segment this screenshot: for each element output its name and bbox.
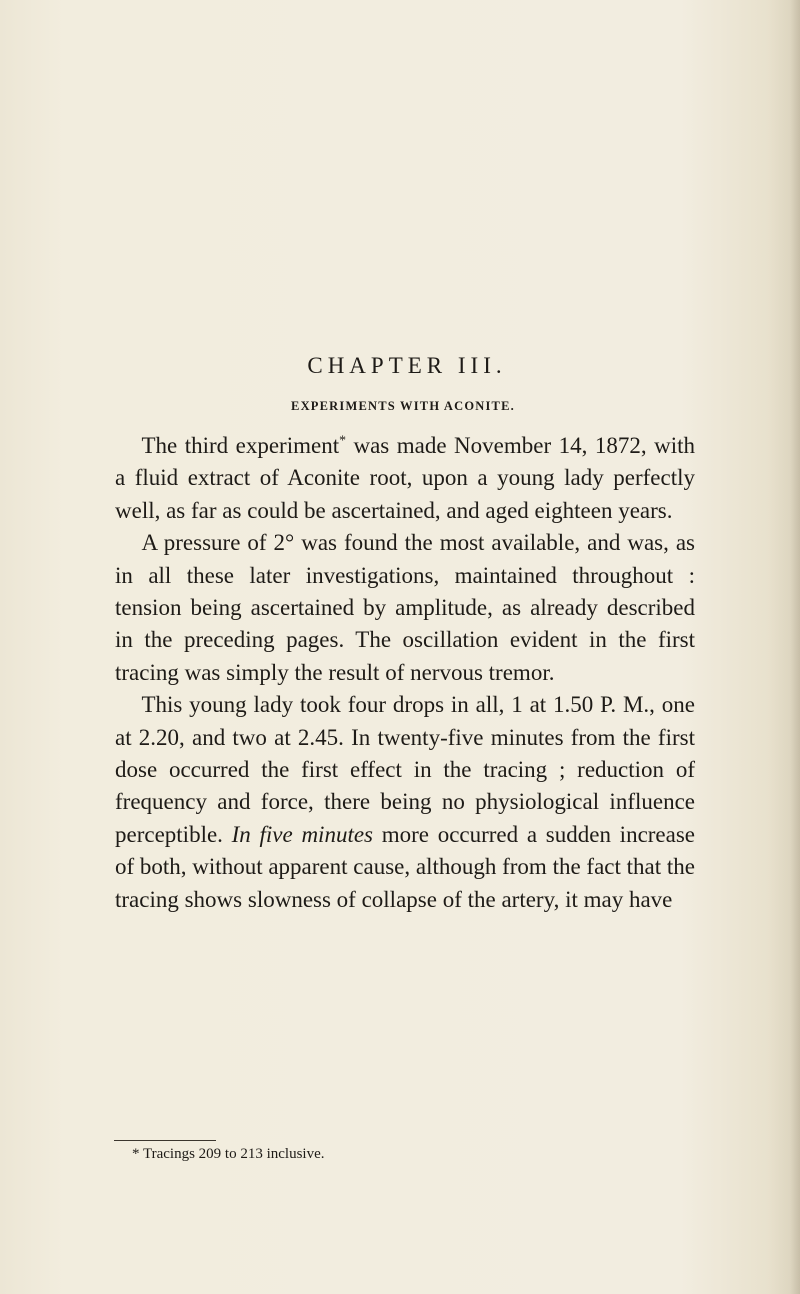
paragraph-3-start: This young lady took four drops in all, 1 at 1.50 P. M., one at 2.20, and two at 2.45. In twenty-five minutes from the first dose occurred the first effect in the tracing ; reduction of frequency and force, there being no physiological influence perceptible.	[115, 692, 695, 847]
paragraph-1-start: The third experiment	[141, 433, 340, 458]
footnote-rule	[114, 1140, 216, 1141]
footnote: * Tracings 209 to 213 inclusive.	[132, 1146, 325, 1162]
chapter-heading: CHAPTER III.	[307, 353, 507, 378]
footnote-marker: *	[339, 432, 346, 448]
body-text	[115, 430, 695, 916]
section-heading: EXPERIMENTS WITH ACONITE.	[291, 399, 515, 413]
paragraph-3-rest: more occurred a sudden increase of both, without apparent cause, although from the fact that the tracing shows slowness of collapse of the artery, it may have	[115, 821, 696, 912]
paragraph-3-italic: In five minutes	[231, 821, 373, 847]
page-edge-shadow	[790, 0, 800, 1294]
paragraph-2: A pressure of 2° was found the most available, and was, as in all these later investigations, maintained throughout : tension being ascertained by amplitude, as already described in the preceding pages. The oscillation evident in the first tracing was simply the result of nervous tremor.	[115, 530, 695, 685]
paragraph-1-rest: was made November 14, 1872, with a fluid extract of Aconite root, upon a young lady perfectly well, as far as could be ascertained, and aged eighteen years.	[115, 433, 695, 523]
paragraph-3	[115, 689, 695, 916]
paragraph-1	[115, 430, 695, 527]
